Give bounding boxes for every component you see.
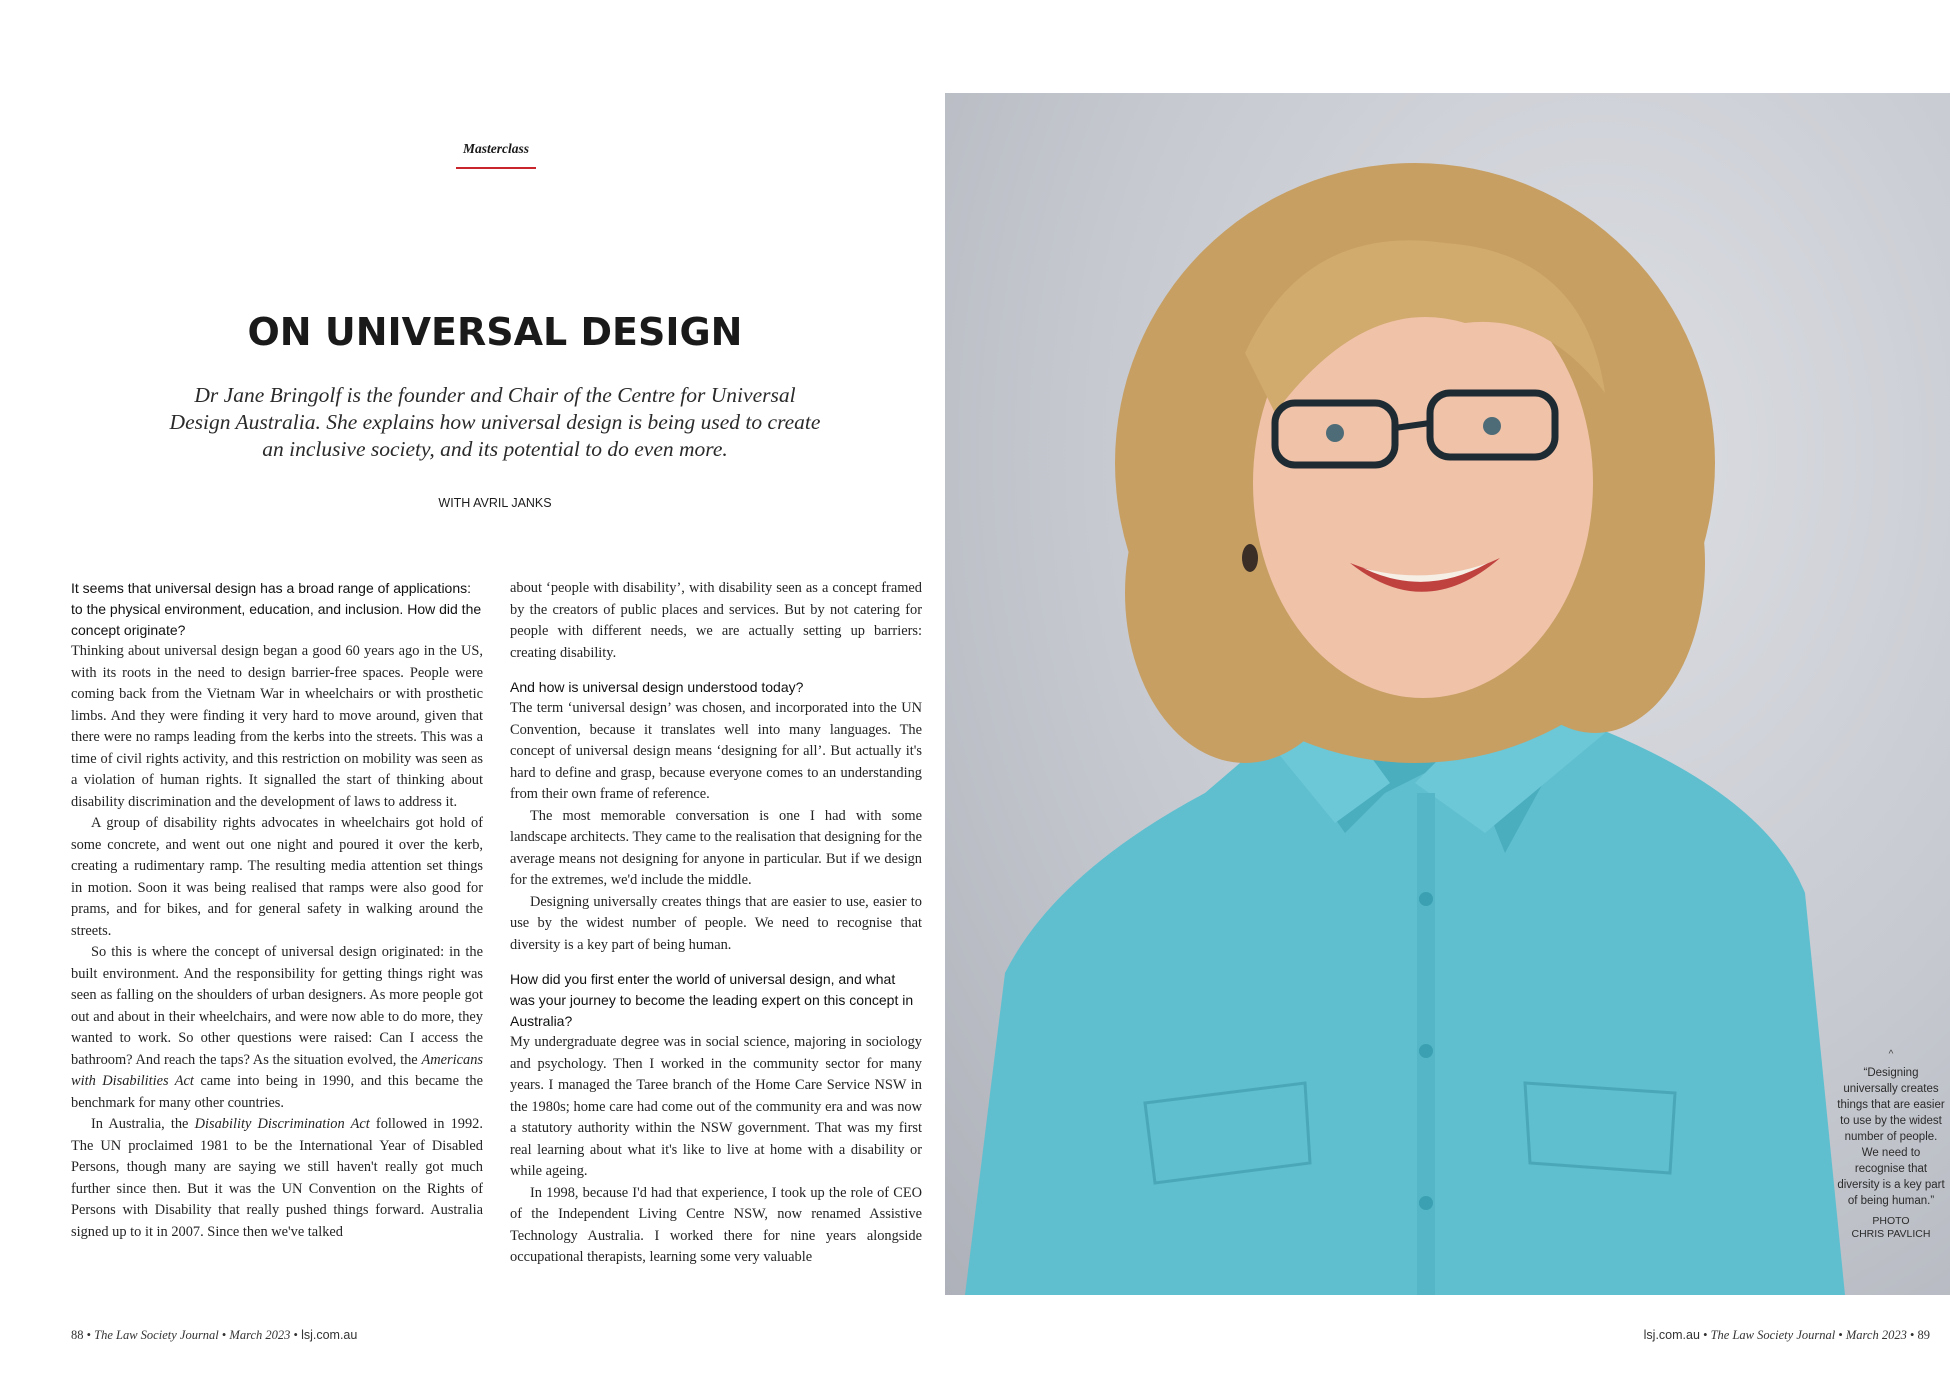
byline: WITH AVRIL JANKS [438,496,552,510]
question-heading: How did you first enter the world of universal design, and what was your journey to become the leading expert on this concept in Australia? [510,971,914,1029]
photo-credit [1836,1215,1946,1241]
body-paragraph: about ‘people with disability’, with disability seen as a concept framed by the creators of public places and services. But by not catering for people with different needs, we are actually setting up barriers: creating disability. [510,580,922,661]
text-run: came into being in 1990, and this became the benchmark for many other countries. [71,1073,483,1111]
body-paragraph [71,942,483,1114]
standfirst: Dr Jane Bringolf is the founder and Chair of the Centre for Universal Design Australia. She explains how universal design is being used to create an inclusive society, and its potential to do even more. [169,383,821,461]
body-paragraph: The term ‘universal design’ was chosen, and incorporated into the UN Convention, because it translates well into many languages. The concept of universal design means ‘designing for all’. But actually it's hard to define and grasp, because everyone comes to an understanding from their own frame of reference. [510,700,922,802]
act-title: Disability Discrimination Act [194,1116,370,1132]
photo-credit-name: CHRIS PAVLICH [1851,1228,1931,1240]
separator: • [1703,1328,1708,1342]
page-number: 88 [71,1328,84,1342]
section-rule [456,167,536,169]
site-url: lsj.com.au [301,1328,358,1342]
portrait-photo [945,93,1950,1295]
separator: • [221,1328,227,1342]
body-paragraph [71,1114,483,1243]
folio-right [1644,1328,1930,1343]
caret-up-icon: ^ [1888,1049,1894,1060]
text-run: followed in 1992. The UN proclaimed 1981 to be the International Year of Disabled Persons, though many are saying we still haven't really got much further since then. But it was the UN Convention on the Rights of Persons with Disability that really pushed things forward. Australia signed up to it in 2007. Since then we've talked [71,1116,483,1240]
site-url: lsj.com.au [1643,1328,1700,1342]
journal-name: The Law Society Journal [94,1328,219,1342]
body-paragraph: A group of disability rights advocates in wheelchairs got hold of some concrete, and went out one night and poured it over the kerb, creating a rudimentary ramp. The resulting media attention set things in motion. Soon it was being realised that ramps were also good for prams, and for bikes, and for general safety in walking around the streets. [71,815,483,939]
body-paragraph: In 1998, because I'd had that experience, I took up the role of CEO of the Independent Living Centre NSW, now renamed Assistive Technology Australia. I worked there for nine years alongside occupational therapists, learning some very valuable [510,1184,922,1265]
act-title: Americans with Disabilities Act [71,1051,483,1089]
issue-date: March 2023 [1845,1328,1907,1342]
body-paragraph: My undergraduate degree was in social science, majoring in sociology and psychology. Then I worked in the community sector for many years. I managed the Taree branch of the Home Care Service NSW in the 1980s; home care had come out of the community era and was now a statutory authority within the NSW government. That was my first real learning about what it's like to live at home with a disability or while ageing. [510,1034,922,1179]
body-paragraph: The most memorable conversation is one I had with some landscape architects. They came to the realisation that designing for the average means not designing for anyone in particular. But if we design for the extremes, we'd include the middle. [510,807,922,888]
pull-quote-text: “Designing universally creates things that are easier to use by the widest number of people. We need to recognise that diversity is a key part of being human.” [1837,1067,1945,1207]
body-column-1 [71,578,483,1290]
question-heading: And how is universal design understood today? [510,679,804,695]
question-heading: It seems that universal design has a broad range of applications: to the physical environment, education, and inclusion. How did the concept originate? [71,580,482,638]
issue-date: March 2023 [229,1328,291,1342]
separator: • [293,1328,298,1342]
body-column-2 [510,578,922,1290]
page-number: 89 [1917,1328,1930,1342]
separator: • [1909,1328,1915,1342]
photo-credit-label: PHOTO [1872,1215,1910,1227]
pull-quote [1836,1047,1946,1241]
portrait-illustration [945,93,1950,1295]
separator: • [86,1328,92,1342]
article-title: ON UNIVERSAL DESIGN [247,310,743,354]
separator: • [1838,1328,1843,1342]
text-run: So this is where the concept of universal design originated: in the built environment. And the responsibility for getting things right was seen as falling on the shoulders of urban designers. As more people got out and about in their wheelchairs, and were now able to do more, they wanted to work. So other questions were raised: Can I access the bathroom? And reach the taps? As the situation evolved, the [71,944,483,1068]
folio-left [71,1328,357,1343]
text-run: In Australia, the [91,1116,195,1132]
body-paragraph: Designing universally creates things that are easier to use, easier to use by the widest number of people. We need to recognise that diversity is a key part of being human. [510,893,922,953]
journal-name: The Law Society Journal [1710,1328,1836,1342]
section-label: Masterclass [462,141,529,156]
body-paragraph: Thinking about universal design began a good 60 years ago in the US, with its roots in the need to design barrier-free spaces. People were coming back from the Vietnam War in wheelchairs or with prosthetic limbs. And they were finding it very hard to move around, given that there were no ramps leading from the kerbs into the streets. This was a time of civil rights activity, and this restriction on mobility was seen as a violation of human rights. It signalled the start of thinking about disability discrimination and the development of laws to address it. [71,643,483,810]
